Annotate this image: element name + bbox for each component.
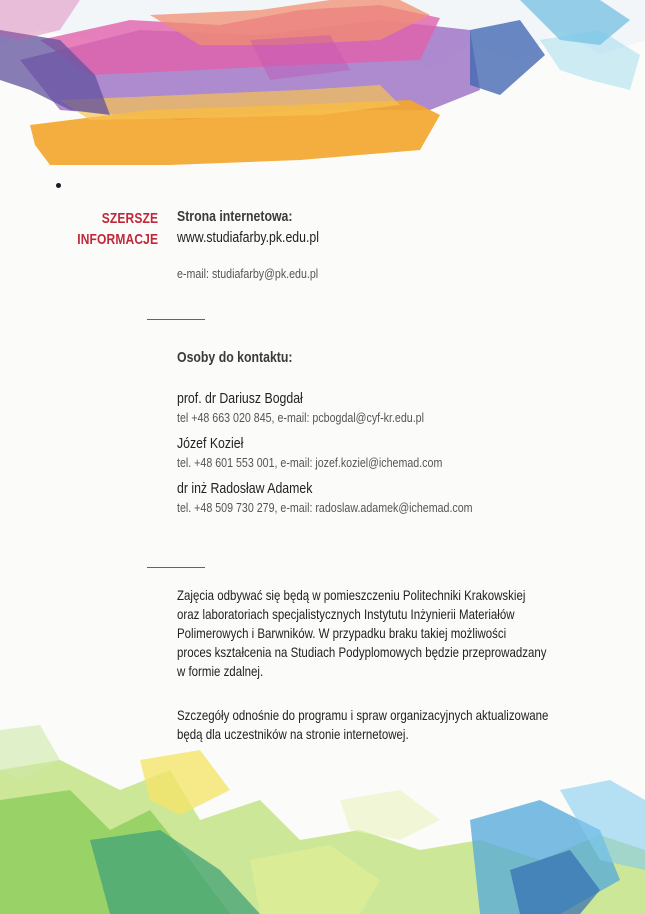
website-url-link[interactable]: www.studiafarby.pk.edu.pl [177, 229, 319, 246]
paragraph-line: Zajęcia odbywać się będą w pomieszczeniu Politechniki Krakowskiej [177, 587, 526, 603]
paragraph-line: oraz laboratoriach specjalistycznych Instytutu Inżynierii Materiałów [177, 606, 515, 622]
contact-details[interactable]: tel. +48 509 730 279, e-mail: radoslaw.adamek@ichemad.com [177, 500, 473, 515]
paragraph-line: Szczegóły odnośnie do programu i spraw organizacyjnych aktualizowane [177, 707, 549, 723]
contact-details[interactable]: tel. +48 601 553 001, e-mail: jozef.koziel@ichemad.com [177, 455, 443, 470]
contacts-heading: Osoby do kontaktu: [177, 349, 293, 366]
contact-person [177, 390, 505, 425]
paragraph-line: Polimerowych i Barwników. W przypadku braku takiej możliwości [177, 625, 507, 641]
section-label-line-1: SZERSZE [101, 210, 158, 227]
paragraph-line: w formie zdalnej. [177, 663, 264, 679]
contact-name: dr inż Radosław Adamek [177, 480, 313, 497]
contact-name: prof. dr Dariusz Bogdał [177, 390, 303, 407]
divider-1 [147, 319, 205, 320]
paragraph-line: proces kształcenia na Studiach Podyplomowych będzie przeprowadzany [177, 644, 547, 660]
details-paragraph [177, 706, 549, 744]
website-heading: Strona internetowa: [177, 208, 293, 225]
website-block [177, 208, 505, 281]
paragraph-line: będą dla uczestników na stronie internetowej. [177, 726, 409, 742]
website-email[interactable]: e-mail: studiafarby@pk.edu.pl [177, 266, 319, 281]
divider-2 [147, 567, 205, 568]
contact-person [177, 480, 505, 515]
contact-person [177, 435, 505, 470]
section-label [77, 208, 158, 250]
contacts-block [177, 349, 505, 515]
section-label-line-2: INFORMACJE [77, 231, 158, 248]
contact-name: Józef Kozieł [177, 435, 244, 452]
bullet-dot [56, 183, 61, 188]
contact-details[interactable]: tel +48 663 020 845, e-mail: pcbogdal@cyf-kr.edu.pl [177, 410, 424, 425]
location-paragraph [177, 586, 547, 681]
